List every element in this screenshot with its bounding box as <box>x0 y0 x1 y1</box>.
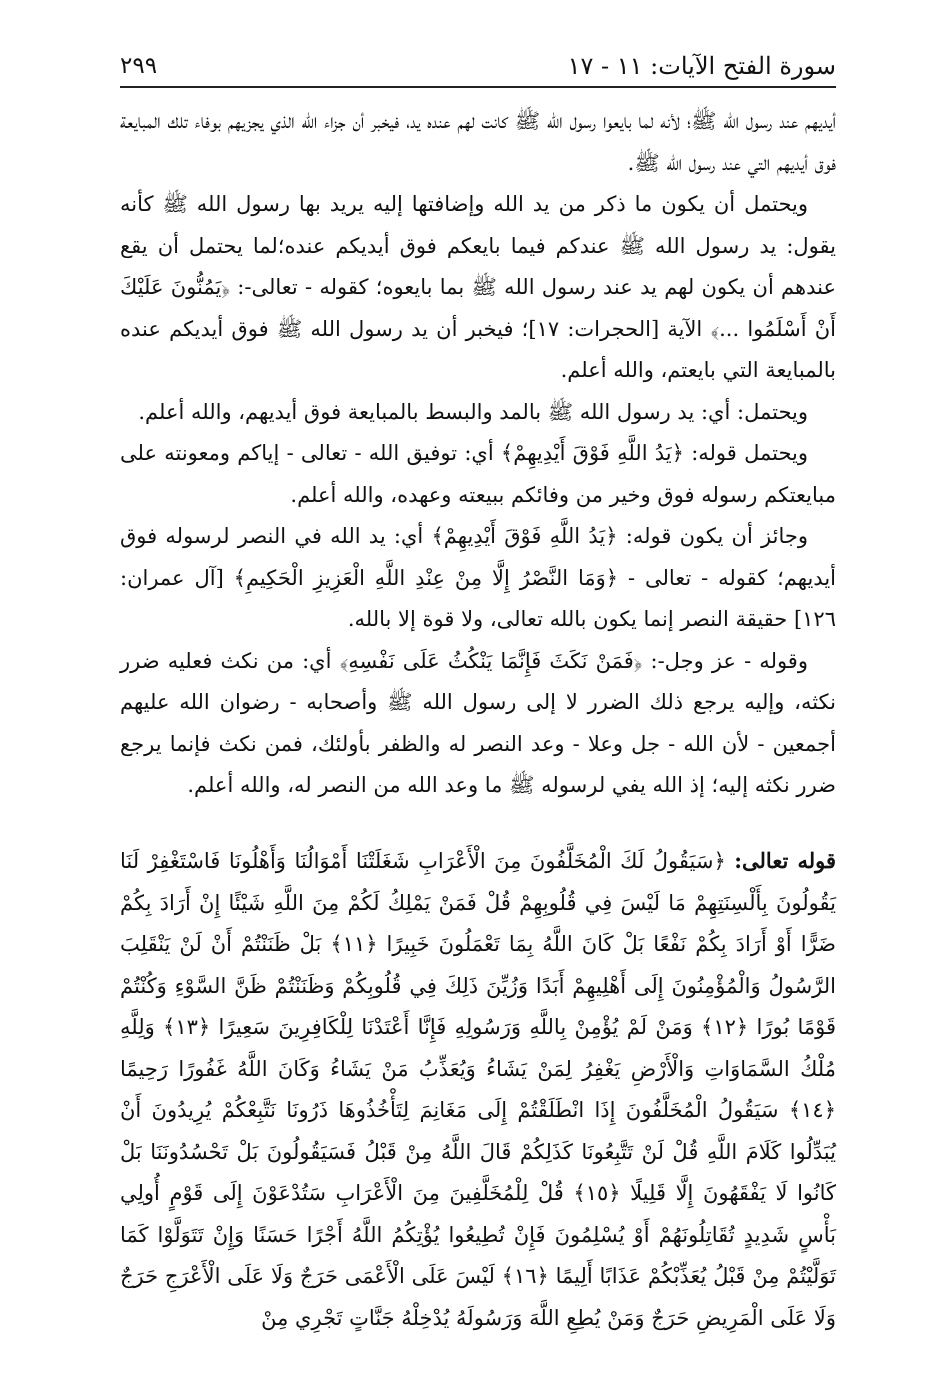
page-number: ٢٩٩ <box>120 53 158 79</box>
paragraph: ويحتمل: أي: يد رسول الله ﷺ بالمد والبسط بالمبايعة فوق أيديهم، والله أعلم. <box>138 399 808 424</box>
page-header <box>120 46 836 88</box>
quran-verses-text: ﴿سَيَقُولُ لَكَ الْمُخَلَّفُونَ مِنَ الْأَعْرَابِ شَغَلَتْنَا أَمْوَالُنَا وَأَهْلُونَا فَاسْتَغْفِرْ لَنَا يَقُولُونَ بِأَلْسِنَتِهِمْ مَا لَيْسَ فِي قُلُوبِهِمْ قُلْ فَمَنْ يَمْلِكُ لَكُمْ مِنَ اللَّهِ شَيْئًا إِنْ أَرَادَ بِكُمْ ضَرًّا أَوْ أَرَادَ بِكُمْ نَفْعًا بَلْ كَانَ اللَّهُ بِمَا تَعْمَلُونَ خَبِيرًا ﴿١١﴾ بَلْ ظَنَنْتُمْ أَنْ لَنْ يَنْقَلِبَ الرَّسُولُ وَالْمُؤْمِنُونَ إِلَى أَهْلِيهِمْ أَبَدًا وَزُيِّنَ ذَلِكَ فِي قُلُوبِكُمْ وَظَنَنْتُمْ ظَنَّ السَّوْءِ وَكُنْتُمْ قَوْمًا بُورًا ﴿١٢﴾ وَمَنْ لَمْ يُؤْمِنْ بِاللَّهِ وَرَسُولِهِ فَإِنَّا أَعْتَدْنَا لِلْكَافِرِينَ سَعِيرًا ﴿١٣﴾ وَلِلَّهِ مُلْكُ السَّمَاوَاتِ وَالْأَرْضِ يَغْفِرُ لِمَنْ يَشَاءُ وَيُعَذِّبُ مَنْ يَشَاءُ وَكَانَ اللَّهُ غَفُورًا رَحِيمًا ﴿١٤﴾ سَيَقُولُ الْمُخَلَّفُونَ إِذَا انْطَلَقْتُمْ إِلَى مَغَانِمَ لِتَأْخُذُوهَا ذَرُونَا نَتَّبِعْكُمْ يُرِيدُونَ أَنْ يُبَدِّلُوا كَلَامَ اللَّهِ قُلْ لَنْ تَتَّبِعُونَا كَذَلِكُمْ قَالَ اللَّهُ مِنْ قَبْلُ فَسَيَقُولُونَ بَلْ تَحْسُدُونَنَا بَلْ كَانُوا لَا يَفْقَهُونَ إِلَّا قَلِيلًا ﴿١٥﴾ قُلْ لِلْمُخَلَّفِينَ مِنَ الْأَعْرَابِ سَتُدْعَوْنَ إِلَى قَوْمٍ أُولِي بَأْسٍ شَدِيدٍ تُقَاتِلُونَهُمْ أَوْ يُسْلِمُونَ فَإِنْ تُطِيعُوا يُؤْتِكُمُ اللَّهُ أَجْرًا حَسَنًا وَإِنْ تَتَوَلَّوْا كَمَا تَوَلَّيْتُمْ مِنْ قَبْلُ يُعَذِّبْكُمْ عَذَابًا أَلِيمًا ﴿١٦﴾ لَيْسَ عَلَى الْأَعْمَى حَرَجٌ وَلَا عَلَى الْأَعْرَجِ حَرَجٌ وَلَا عَلَى الْمَرِيضِ حَرَجٌ وَمَنْ يُطِعِ اللَّهَ وَرَسُولَهُ يُدْخِلْهُ جَنَّاتٍ تَجْرِي مِنْ <box>120 849 837 1330</box>
paragraph: ويحتمل أن يكون ما ذكر من يد الله وإضافتها إليه يريد بها رسول الله ﷺ كأنه يقول: يد رسول الله ﷺ عندكم فيما بايعكم فوق أيديكم عنده؛لما يحتمل أن يقع عندهم أن يكون لهم يد عند رسول الله ﷺ بما بايعوه؛ كقوله - تعالى-: ﴿يَمُنُّونَ عَلَيْكَ أَنْ أَسْلَمُوا ...﴾ الآية [الحجرات: ١٧]؛ فيخبر أن يد رسول الله ﷺ فوق أيديكم عنده بالمبايعة التي بايعتم، والله أعلم. <box>120 192 836 382</box>
paragraph: وقوله - عز وجل-: ﴿فَمَنْ نَكَثَ فَإِنَّمَا يَنْكُثُ عَلَى نَفْسِهِ﴾ أي: من نكث فعليه ضرر نكثه، وإليه يرجع ذلك الضرر لا إلى رسول الله ﷺ وأصحابه - رضوان الله عليهم أجمعين - لأن الله - جل وعلا - وعد النصر له والظفر بأولئك، فمن نكث فإنما يرجع ضرر نكثه إليه؛ إذ الله يفي لرسوله ﷺ ما وعد الله من النصر له، والله أعلم. <box>120 648 836 797</box>
paragraph: ويحتمل قوله: ﴿يَدُ اللَّهِ فَوْقَ أَيْدِيهِمْ﴾ أي: توفيق الله - تعالى - إياكم ومعونته على مبايعتكم رسوله فوق وخير من وفائكم ببيعته وعهده، والله أعلم. <box>120 441 836 507</box>
verses-label: قوله تعالى: <box>734 848 836 873</box>
paragraph: وجائز أن يكون قوله: ﴿يَدُ اللَّهِ فَوْقَ أَيْدِيهِمْ﴾ أي: يد الله في النصر لرسوله فوق أيديهم؛ كقوله - تعالى - ﴿وَمَا النَّصْرُ إِلَّا مِنْ عِنْدِ اللَّهِ الْعَزِيزِ الْحَكِيمِ﴾ [آل عمران: ١٢٦] حقيقة النصر إنما يكون بالله تعالى، ولا قوة إلا بالله. <box>120 524 836 631</box>
paragraph: أيديهم عند رسول الله ﷺ؛ لأنه لما بايعوا رسول الله ﷺ كانت لهم عنده يد، فيخبر أن جزاء الله الذي يجزيهم بوفاء تلك المبايعة فوق أيديهم التي عند رسول الله ﷺ. <box>120 109 836 175</box>
running-title: سورة الفتح الآيات: ١١ - ١٧ <box>567 52 836 80</box>
commentary-text <box>120 101 836 807</box>
quran-verses-block <box>120 840 836 1339</box>
